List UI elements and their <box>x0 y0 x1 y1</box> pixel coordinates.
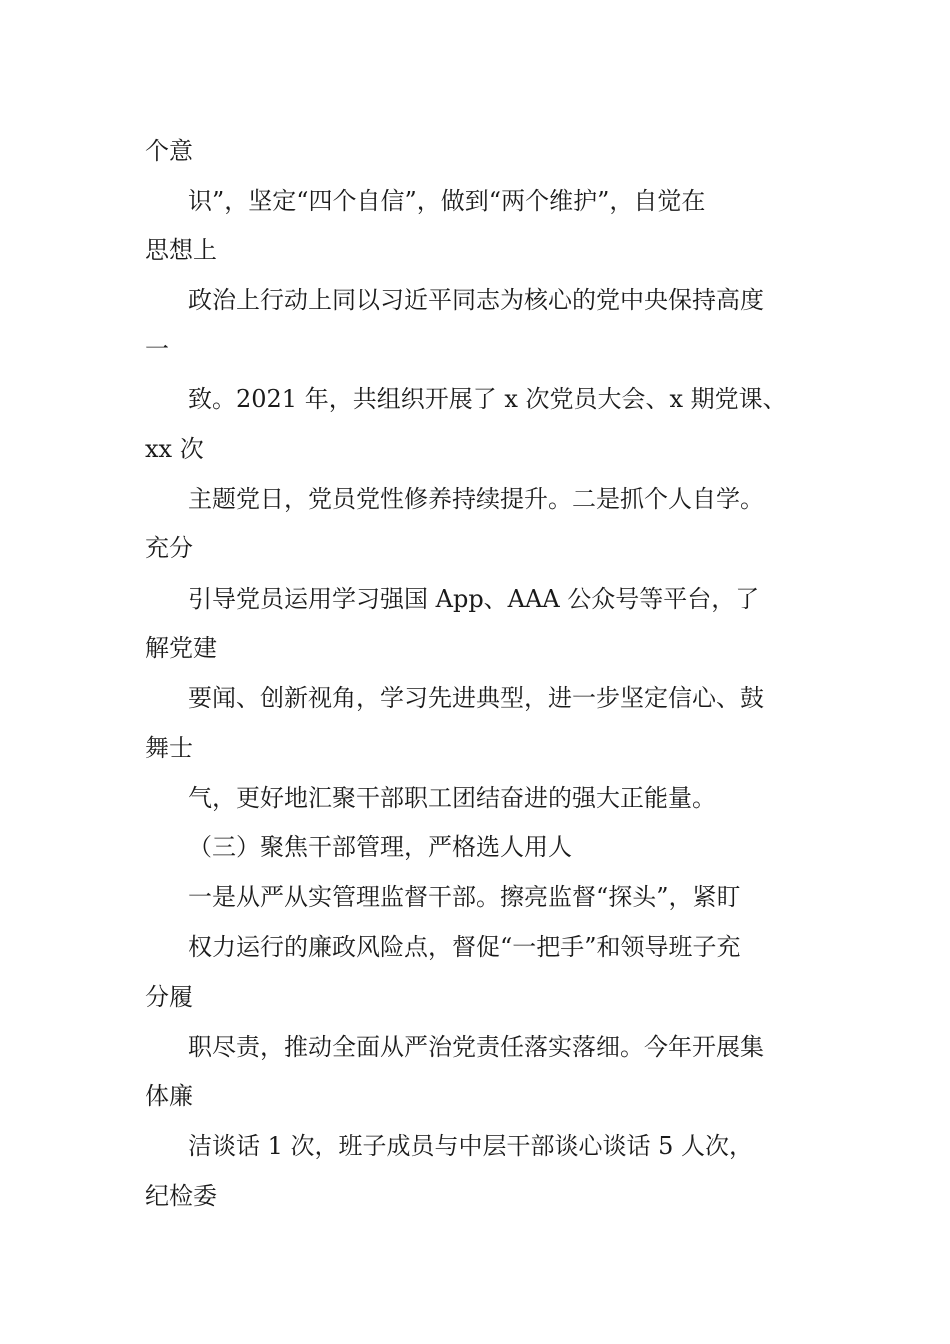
text-line: 思想上 <box>145 236 217 264</box>
text-line: xx 次 <box>145 435 204 463</box>
text-line: 权力运行的廉政风险点，督促“一把手”和领导班子充 <box>188 933 741 961</box>
text-line: 引导党员运用学习强国 App、AAA 公众号等平台，了 <box>188 585 760 613</box>
text-line: 致。2021 年，共组织开展了 x 次党员大会、x 期党课、 <box>188 385 787 413</box>
text-line: 要闻、创新视角，学习先进典型，进一步坚定信心、鼓 <box>188 684 764 712</box>
text-line: 职尽责，推动全面从严治党责任落实落细。今年开展集 <box>188 1033 764 1061</box>
text-line: 体廉 <box>145 1082 193 1110</box>
text-line: 洁谈话 1 次，班子成员与中层干部谈心谈话 5 人次， <box>188 1132 754 1160</box>
section-heading: （三）聚焦干部管理，严格选人用人 <box>188 833 572 861</box>
text-line: 主题党日，党员党性修养持续提升。二是抓个人自学。 <box>188 485 764 513</box>
text-line: 充分 <box>145 534 193 562</box>
text-line: 气，更好地汇聚干部职工团结奋进的强大正能量。 <box>188 784 716 812</box>
text-line: 舞士 <box>145 734 193 762</box>
text-line: 政治上行动上同以习近平同志为核心的党中央保持高度 <box>188 286 764 314</box>
text-line: 个意 <box>145 137 193 165</box>
text-line: 分履 <box>145 983 193 1011</box>
text-line: 解党建 <box>145 634 217 662</box>
text-line: 纪检委 <box>145 1182 217 1210</box>
text-line: 一是从严从实管理监督干部。擦亮监督“探头”，紧盯 <box>188 883 741 911</box>
text-line: 识”，坚定“四个自信”，做到“两个维护”，自觉在 <box>188 187 706 215</box>
text-line: 一 <box>145 335 169 363</box>
